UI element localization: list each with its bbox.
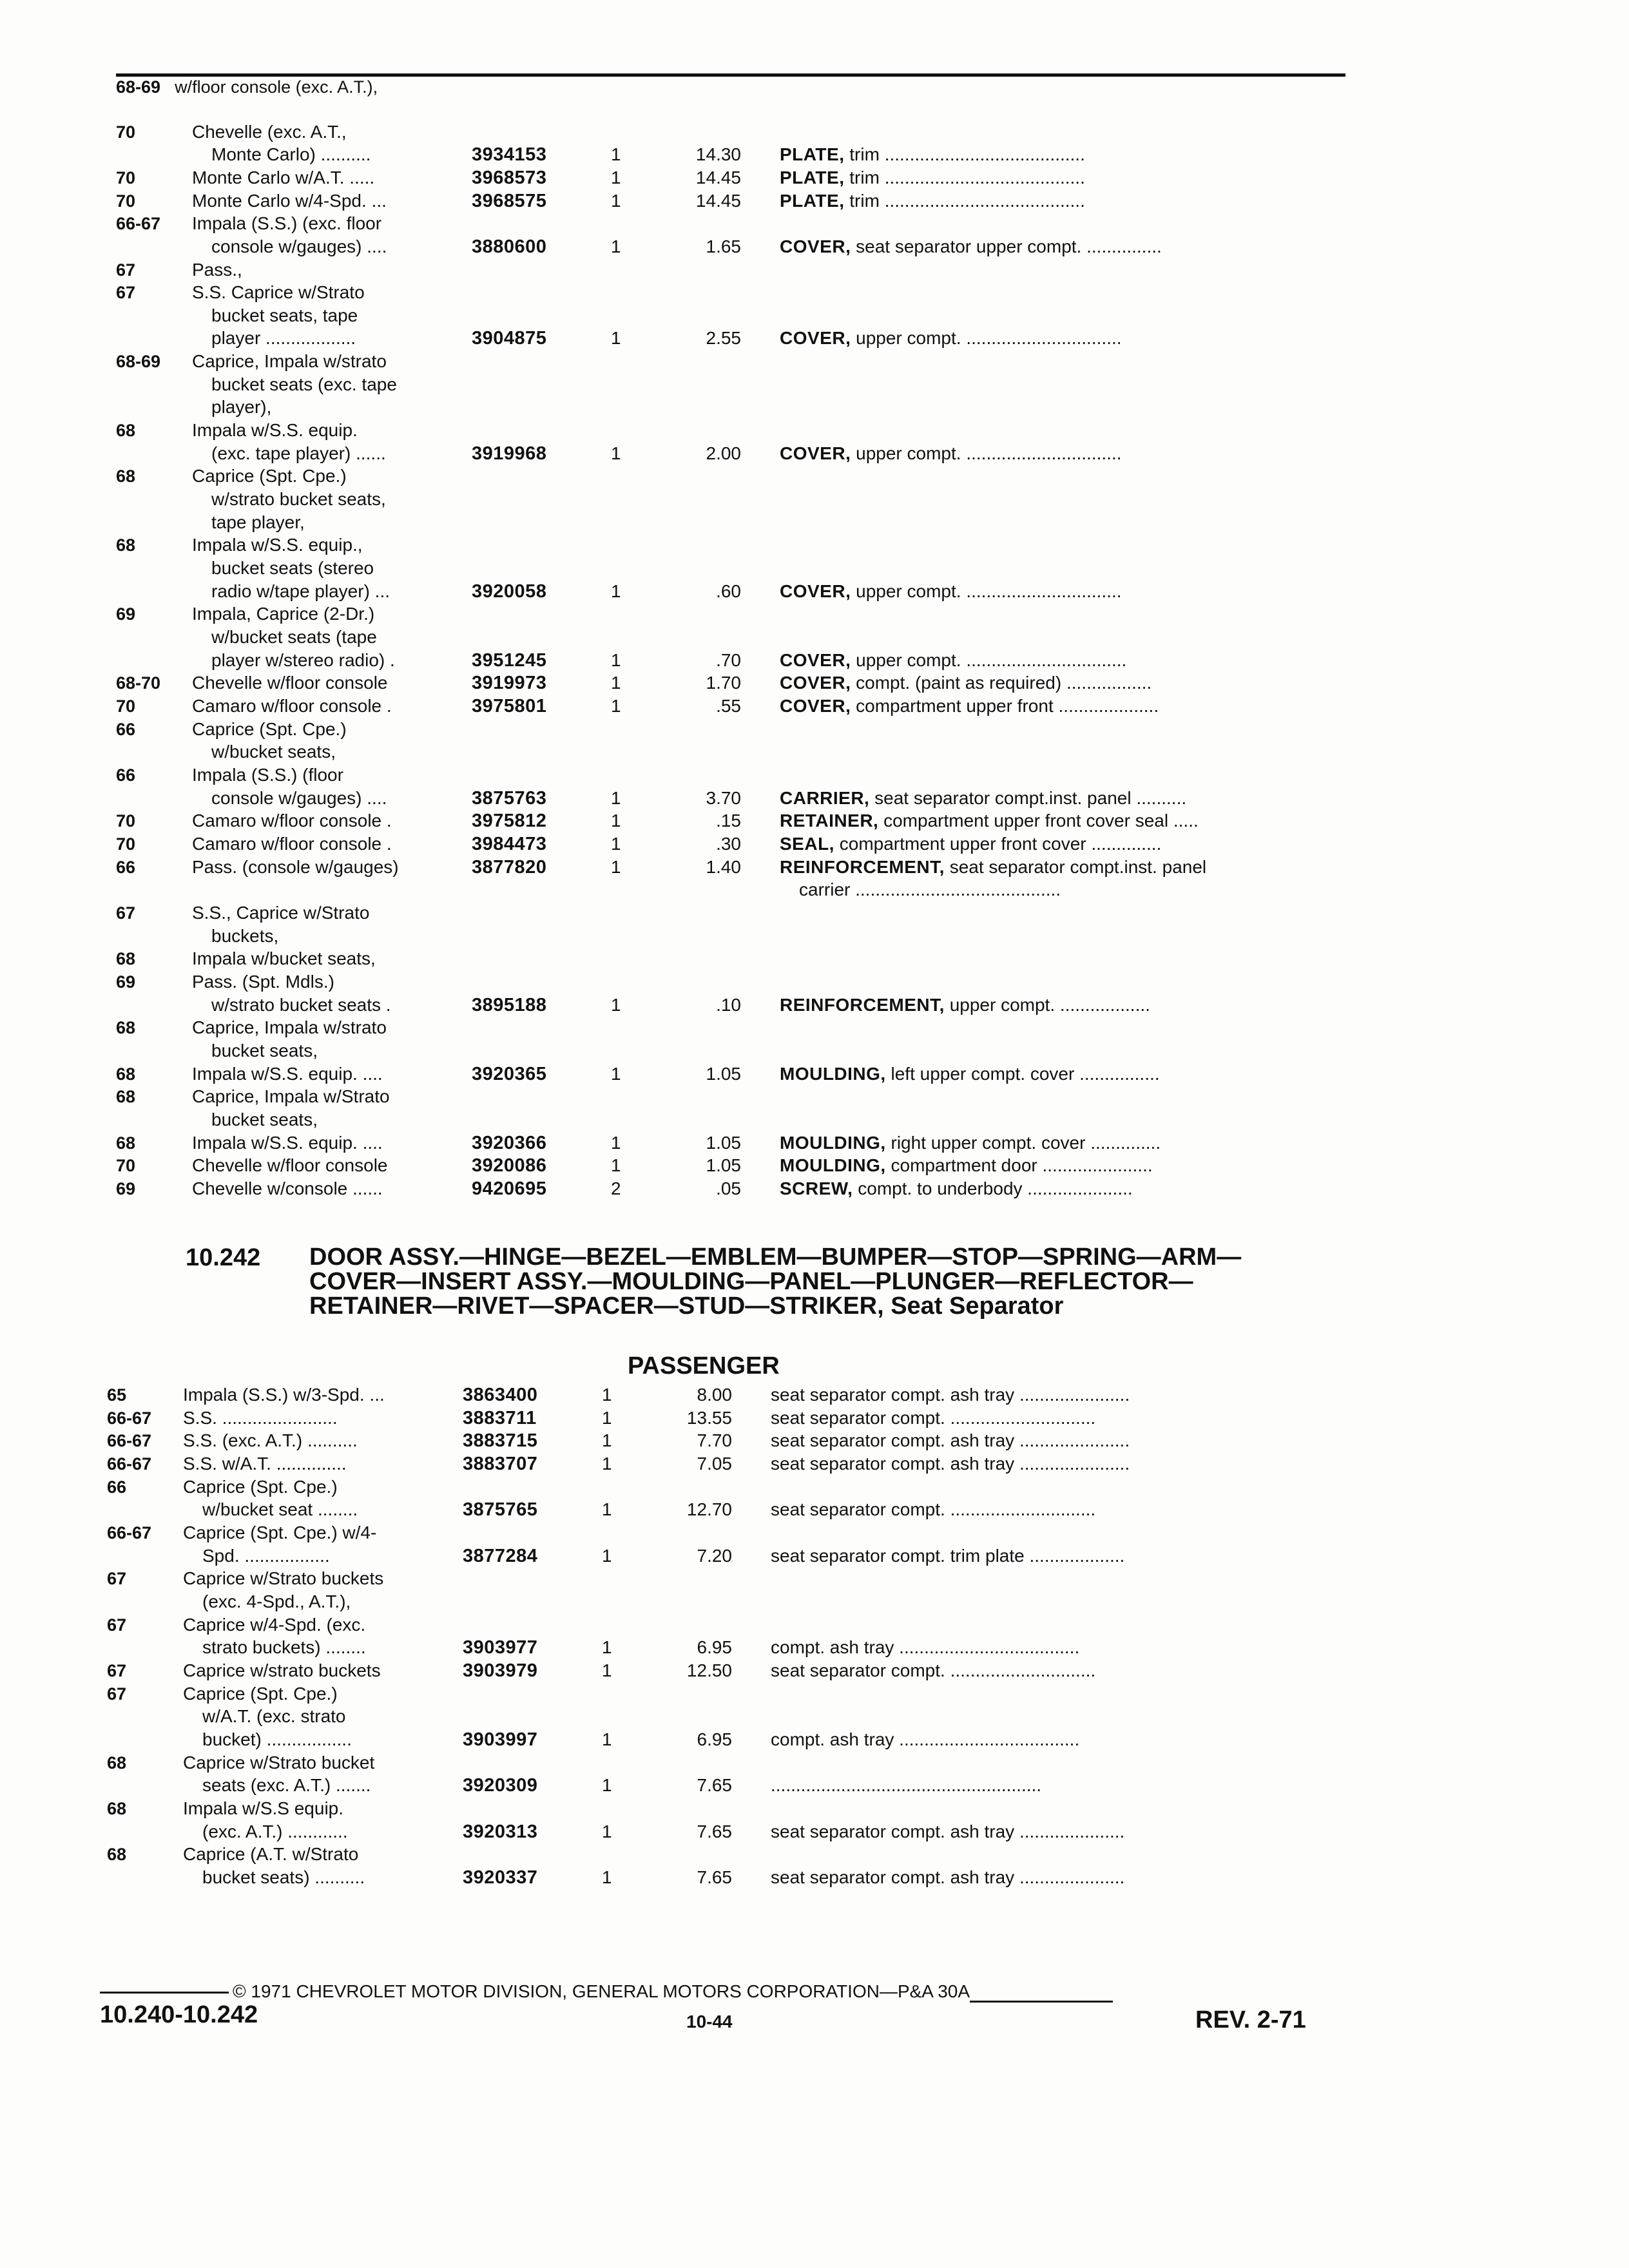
model-year: 70: [116, 168, 136, 187]
description: [780, 167, 1347, 189]
page-number: 10-44: [686, 2012, 733, 2032]
model-year: 70: [116, 697, 136, 716]
model-year: 68: [107, 1799, 127, 1818]
part-number: 3920365: [472, 1064, 547, 1084]
quantity: 1: [611, 1133, 621, 1153]
part-number: 3920313: [463, 1821, 538, 1842]
description: [780, 327, 1347, 349]
model-year: 68-69: [116, 352, 161, 371]
application: Impala w/S.S. equip. ....: [192, 1133, 383, 1153]
application: Impala w/S.S. equip. ....: [192, 1064, 383, 1084]
part-number: 3880600: [472, 236, 547, 257]
price: 2.55: [706, 328, 741, 348]
model-year: 68: [116, 1064, 136, 1084]
description-text: right upper compt. cover ..............: [891, 1133, 1161, 1153]
description: [780, 581, 1347, 602]
application: Chevelle w/floor console: [192, 673, 388, 693]
description-text: upper compt. ..................: [949, 995, 1150, 1015]
description: [771, 1407, 1347, 1429]
part-number: 3968575: [472, 191, 547, 211]
application: Monte Carlo w/4-Spd. ...: [192, 191, 387, 211]
price: 7.65: [697, 1867, 732, 1887]
model-year: 67: [107, 1661, 127, 1680]
quantity: 1: [602, 1454, 612, 1474]
part-number: 3920337: [463, 1867, 538, 1888]
model-year: 70: [116, 811, 136, 831]
description: [771, 1499, 1347, 1521]
part-name: COVER,: [780, 443, 851, 463]
model-year: 68: [116, 949, 136, 968]
intro-line: [116, 76, 378, 98]
price: 1.65: [706, 236, 741, 256]
description-text: seat separator upper compt. ...............: [856, 236, 1162, 256]
model-year: 70: [116, 834, 136, 854]
part-number: 3903997: [463, 1729, 538, 1750]
description: [780, 1178, 1347, 1200]
application: bucket seats (stereo: [211, 558, 374, 578]
quantity: 2: [611, 1178, 621, 1198]
application: Caprice w/Strato buckets: [183, 1568, 384, 1588]
application: radio w/tape player) ...: [211, 581, 390, 601]
application: Caprice w/4-Spd. (exc.: [183, 1615, 366, 1635]
description-text: seat separator compt. ash tray ......................: [771, 1430, 1130, 1450]
section-range: 10.240-10.242: [100, 2001, 258, 2028]
price: 12.50: [686, 1660, 732, 1680]
quantity: 1: [611, 811, 621, 831]
application: player ..................: [211, 328, 356, 348]
description: [780, 787, 1347, 809]
part-name: REINFORCEMENT,: [780, 995, 945, 1015]
description-text: seat separator compt. ash tray ......................: [771, 1385, 1130, 1405]
application: Caprice, Impala w/strato: [192, 351, 387, 371]
price: 1.05: [706, 1155, 741, 1175]
application: (exc. tape player) ......: [211, 443, 386, 463]
application: S.S. (exc. A.T.) ..........: [183, 1430, 358, 1450]
application: Monte Carlo) ..........: [211, 144, 371, 164]
price: .55: [716, 696, 741, 716]
price: 1.05: [706, 1064, 741, 1084]
application: S.S. w/A.T. ..............: [183, 1454, 347, 1474]
model-year: 68: [116, 1018, 136, 1037]
application: w/A.T. (exc. strato: [202, 1706, 346, 1726]
price: 7.70: [697, 1430, 732, 1450]
application: w/strato bucket seats,: [211, 489, 386, 509]
part-number: 3883711: [463, 1408, 537, 1428]
description-text: seat separator compt. .............................: [771, 1408, 1096, 1428]
price: .10: [716, 995, 741, 1015]
quantity: 1: [611, 144, 621, 164]
part-name: COVER,: [780, 236, 851, 256]
quantity: 1: [611, 236, 621, 256]
application: bucket seats, tape: [211, 305, 358, 325]
description-text: seat separator compt. trim plate ...................: [771, 1546, 1125, 1566]
description: [771, 1729, 1347, 1751]
quantity: 1: [602, 1408, 612, 1428]
application: S.S., Caprice w/Strato: [192, 903, 370, 923]
description-text: upper compt. ...............................: [856, 443, 1122, 463]
footer-rule-left: [100, 1992, 229, 1994]
part-number: 3903977: [463, 1637, 538, 1658]
description: [780, 810, 1347, 832]
description: [771, 1545, 1347, 1567]
quantity: 1: [602, 1499, 612, 1519]
description-text: seat separator compt. .............................: [771, 1660, 1096, 1680]
application: w/bucket seats,: [211, 742, 336, 762]
application: Caprice (Spt. Cpe.): [192, 719, 347, 739]
price: .15: [716, 811, 741, 831]
part-number: 3919968: [472, 443, 547, 464]
application: Pass. (console w/gauges): [192, 857, 399, 877]
application: bucket seats (exc. tape: [211, 374, 397, 394]
quantity: 1: [602, 1775, 612, 1795]
application: Impala, Caprice (2-Dr.): [192, 604, 375, 624]
application: bucket) .................: [202, 1729, 352, 1749]
model-year: 67: [116, 283, 136, 302]
quantity: 1: [602, 1729, 612, 1749]
application: Camaro w/floor console .: [192, 834, 392, 854]
quantity: 1: [602, 1660, 612, 1680]
model-year: 69: [116, 604, 136, 624]
part-number: 3951245: [472, 650, 547, 671]
application: seats (exc. A.T.) .......: [202, 1775, 371, 1795]
part-name: CARRIER,: [780, 788, 870, 808]
application: (exc. A.T.) ............: [202, 1821, 348, 1841]
model-year: 67: [107, 1615, 127, 1635]
model-year: 66: [116, 858, 136, 877]
application: console w/gauges) ....: [211, 788, 387, 808]
description-text: seat separator compt.inst. panel ..........: [874, 788, 1187, 808]
description: [771, 1430, 1347, 1452]
application: bucket seats,: [211, 1110, 318, 1129]
price: 1.70: [706, 673, 741, 693]
description: [780, 1063, 1347, 1085]
description: [780, 833, 1347, 855]
quantity: 1: [611, 995, 621, 1015]
description: [771, 1384, 1347, 1406]
price: 7.65: [697, 1775, 732, 1795]
part-name: PLATE,: [780, 168, 845, 187]
part-name: REINFORCEMENT,: [780, 857, 945, 877]
part-number: 3975812: [472, 811, 547, 831]
model-year: 67: [116, 903, 136, 923]
description-text: seat separator compt. .............................: [771, 1499, 1096, 1519]
application: Caprice w/Strato bucket: [183, 1753, 375, 1773]
model-year: 67: [107, 1569, 127, 1588]
description: [771, 1453, 1347, 1475]
part-number: 3920366: [472, 1133, 547, 1153]
quantity: 1: [611, 191, 621, 211]
price: 14.45: [695, 168, 741, 187]
copyright-line: [100, 1981, 1113, 2003]
application: Caprice (Spt. Cpe.) w/4-: [183, 1523, 377, 1542]
model-year: 68: [116, 466, 136, 486]
application: Chevelle w/console ......: [192, 1178, 383, 1198]
application: Impala w/bucket seats,: [192, 948, 376, 968]
quantity: 1: [602, 1430, 612, 1450]
application: Caprice (Spt. Cpe.): [183, 1684, 338, 1704]
quantity: 1: [611, 1155, 621, 1175]
description-text: compt. to underbody .....................: [858, 1178, 1133, 1198]
description: [780, 190, 1347, 212]
model-year: 67: [107, 1684, 127, 1704]
model-year: 70: [116, 122, 136, 142]
description: [771, 1637, 1347, 1658]
application: Camaro w/floor console .: [192, 696, 392, 716]
application: Impala (S.S.) w/3-Spd. ...: [183, 1385, 385, 1405]
model-year: 68: [107, 1753, 127, 1773]
description: [780, 856, 1347, 878]
price: 12.70: [686, 1499, 732, 1519]
description: [780, 672, 1347, 694]
description: [771, 1821, 1347, 1843]
model-year: 68-70: [116, 673, 161, 693]
description: [771, 1660, 1347, 1682]
revision-label: REV. 2-71: [1195, 2006, 1306, 2033]
part-name: COVER,: [780, 696, 851, 716]
part-number: 3877820: [472, 857, 547, 878]
description-text: compt. (paint as required) .................: [856, 673, 1152, 693]
description-text: upper compt. ................................: [856, 650, 1127, 670]
application: strato buckets) ........: [202, 1637, 366, 1657]
part-name: COVER,: [780, 328, 851, 348]
description-text: seat separator compt. ash tray ......................: [771, 1454, 1130, 1474]
description: [771, 1774, 1347, 1796]
quantity: 1: [611, 857, 621, 877]
application: Pass.,: [192, 260, 242, 280]
part-number: 3920086: [472, 1155, 547, 1176]
application: Caprice, Impala w/Strato: [192, 1086, 390, 1106]
application: Caprice (A.T. w/Strato: [183, 1844, 359, 1864]
price: 6.95: [697, 1729, 732, 1749]
application: Camaro w/floor console .: [192, 811, 392, 831]
application: bucket seats) ..........: [202, 1867, 365, 1887]
quantity: 1: [611, 834, 621, 854]
part-number: 3975801: [472, 696, 547, 716]
application: Chevelle (exc. A.T.,: [192, 122, 347, 142]
model-year: 66-67: [107, 1408, 152, 1428]
description: [780, 1132, 1347, 1154]
model-year: 66: [107, 1477, 127, 1497]
description: [780, 144, 1347, 166]
quantity: 1: [602, 1867, 612, 1887]
application: w/bucket seats (tape: [211, 627, 377, 647]
group-title: DOOR ASSY.—HINGE—BEZEL—EMBLEM—BUMPER—STOP—SPRING—ARM—COVER—INSERT ASSY.—MOULDING—PANEL—PLUNGER—REFLECTOR—RETAINER—RIVET—SPACER—STUD—STRIKER, Seat Separator: [309, 1244, 1242, 1320]
quantity: 1: [611, 788, 621, 808]
copyright-text: © 1971 CHEVROLET MOTOR DIVISION, GENERAL MOTORS CORPORATION—P&A 30A: [233, 1981, 970, 2001]
part-number: 3875763: [472, 788, 547, 809]
application: tape player,: [211, 512, 305, 532]
part-name: COVER,: [780, 581, 851, 601]
part-number: 3875765: [463, 1499, 538, 1520]
description-text: seat separator compt.inst. panel: [949, 857, 1207, 877]
model-year: 68: [116, 535, 136, 555]
quantity: 1: [611, 328, 621, 348]
description-text: trim ........................................: [849, 144, 1085, 164]
part-number: 3919973: [472, 673, 547, 693]
part-number: 9420695: [472, 1178, 547, 1199]
part-number: 3903979: [463, 1660, 538, 1681]
description-text: compt. ash tray ....................................: [771, 1729, 1080, 1749]
application: Impala w/S.S equip.: [183, 1798, 344, 1818]
application: S.S. .......................: [183, 1408, 338, 1428]
quantity: 1: [602, 1385, 612, 1405]
part-number: 3920058: [472, 581, 547, 602]
description-text: compartment upper front cover ..............: [839, 834, 1162, 854]
description-text: upper compt. ...............................: [856, 328, 1122, 348]
part-name: COVER,: [780, 650, 851, 670]
intro-year: 68-69: [116, 77, 161, 97]
description: [780, 443, 1347, 465]
price: 1.40: [706, 857, 741, 877]
model-year: 66-67: [107, 1431, 152, 1450]
description-continued: carrier .........................................: [799, 879, 1061, 899]
quantity: 1: [602, 1821, 612, 1841]
quantity: 1: [611, 673, 621, 693]
description-text: trim ........................................: [849, 168, 1085, 187]
description: [780, 695, 1347, 717]
price: 7.05: [697, 1454, 732, 1474]
part-number: 3984473: [472, 834, 547, 854]
part-name: COVER,: [780, 673, 851, 693]
description-text: compt. ash tray ....................................: [771, 1637, 1080, 1657]
model-year: 66-67: [107, 1523, 152, 1542]
quantity: 1: [611, 581, 621, 601]
intro-text: w/floor console (exc. A.T.),: [175, 77, 378, 97]
part-number: 3883715: [463, 1430, 538, 1451]
group-number: 10.242: [186, 1244, 261, 1271]
model-year: 66-67: [107, 1454, 152, 1474]
model-year: 67: [116, 260, 136, 280]
price: 6.95: [697, 1637, 732, 1657]
description: [780, 1155, 1347, 1177]
model-year: 70: [116, 1156, 136, 1175]
description-text: ......................................................: [771, 1775, 1042, 1795]
application: Caprice (Spt. Cpe.): [192, 466, 347, 486]
price: 13.55: [686, 1408, 732, 1428]
model-year: 66-67: [116, 214, 161, 233]
application: Impala w/S.S. equip.: [192, 420, 358, 440]
application: Spd. .................: [202, 1546, 330, 1566]
description: [780, 649, 1347, 671]
application: w/strato bucket seats .: [211, 995, 391, 1015]
part-name: SCREW,: [780, 1178, 853, 1198]
description: [771, 1867, 1347, 1888]
application: Chevelle w/floor console: [192, 1155, 388, 1175]
price: 8.00: [697, 1385, 732, 1405]
part-name: SEAL,: [780, 834, 834, 854]
part-number: 3895188: [472, 995, 547, 1015]
description-text: compartment upper front ....................: [856, 696, 1159, 716]
description-text: compartment upper front cover seal .....: [883, 811, 1199, 831]
application: console w/gauges) ....: [211, 236, 387, 256]
model-year: 66: [116, 720, 136, 739]
part-name: RETAINER,: [780, 811, 879, 831]
application: player),: [211, 397, 272, 417]
price: 14.45: [695, 191, 741, 211]
price: 3.70: [706, 788, 741, 808]
model-year: 65: [107, 1385, 127, 1405]
application: Impala (S.S.) (exc. floor: [192, 213, 382, 233]
application: Pass. (Spt. Mdls.): [192, 972, 334, 992]
part-number: 3883707: [463, 1454, 538, 1474]
application: Caprice, Impala w/strato: [192, 1017, 387, 1037]
model-year: 70: [116, 191, 136, 211]
application: Impala w/S.S. equip.,: [192, 535, 363, 555]
application: (exc. 4-Spd., A.T.),: [202, 1591, 351, 1611]
model-year: 68: [116, 1133, 136, 1153]
part-number: 3968573: [472, 168, 547, 188]
part-name: PLATE,: [780, 144, 845, 164]
part-name: MOULDING,: [780, 1064, 886, 1084]
part-name: MOULDING,: [780, 1155, 886, 1175]
model-year: 68: [107, 1845, 127, 1864]
description-text: seat separator compt. ash tray .....................: [771, 1867, 1125, 1887]
application: S.S. Caprice w/Strato: [192, 282, 365, 302]
part-name: MOULDING,: [780, 1133, 886, 1153]
price: 7.20: [697, 1546, 732, 1566]
price: 2.00: [706, 443, 741, 463]
application: Monte Carlo w/A.T. .....: [192, 168, 375, 187]
description: [780, 994, 1347, 1016]
part-number: 3920309: [463, 1775, 538, 1796]
model-year: 68: [116, 1087, 136, 1106]
quantity: 1: [611, 696, 621, 716]
application: Caprice (Spt. Cpe.): [183, 1477, 338, 1497]
quantity: 1: [611, 443, 621, 463]
quantity: 1: [602, 1546, 612, 1566]
quantity: 1: [611, 168, 621, 187]
price: .60: [716, 581, 741, 601]
footer-rule-right: [970, 2001, 1113, 2003]
price: 7.65: [697, 1821, 732, 1841]
model-year: 68: [116, 421, 136, 440]
application: w/bucket seat ........: [202, 1499, 358, 1519]
part-number: 3934153: [472, 144, 547, 165]
model-year: 69: [116, 1179, 136, 1198]
application: Caprice w/strato buckets: [183, 1660, 381, 1680]
price: .05: [716, 1178, 741, 1198]
description-text: trim ........................................: [849, 191, 1085, 211]
application: buckets,: [211, 926, 279, 946]
price: .30: [716, 834, 741, 854]
application: Impala (S.S.) (floor: [192, 765, 343, 785]
price: .70: [716, 650, 741, 670]
price: 14.30: [695, 144, 741, 164]
description-text: left upper compt. cover ................: [891, 1064, 1160, 1084]
section-subheading: PASSENGER: [628, 1352, 780, 1379]
part-number: 3877284: [463, 1546, 538, 1566]
description-text: compartment door ......................: [891, 1155, 1153, 1175]
quantity: 1: [611, 650, 621, 670]
quantity: 1: [602, 1637, 612, 1657]
price: 1.05: [706, 1133, 741, 1153]
description-text: seat separator compt. ash tray .....................: [771, 1821, 1125, 1841]
part-number: 3904875: [472, 328, 547, 349]
application: player w/stereo radio) .: [211, 650, 395, 670]
description-text: upper compt. ...............................: [856, 581, 1122, 601]
part-number: 3863400: [463, 1385, 538, 1405]
description: [780, 236, 1347, 258]
model-year: 69: [116, 972, 136, 992]
quantity: 1: [611, 1064, 621, 1084]
application: bucket seats,: [211, 1041, 318, 1061]
model-year: 66: [116, 765, 136, 785]
part-name: PLATE,: [780, 191, 845, 211]
